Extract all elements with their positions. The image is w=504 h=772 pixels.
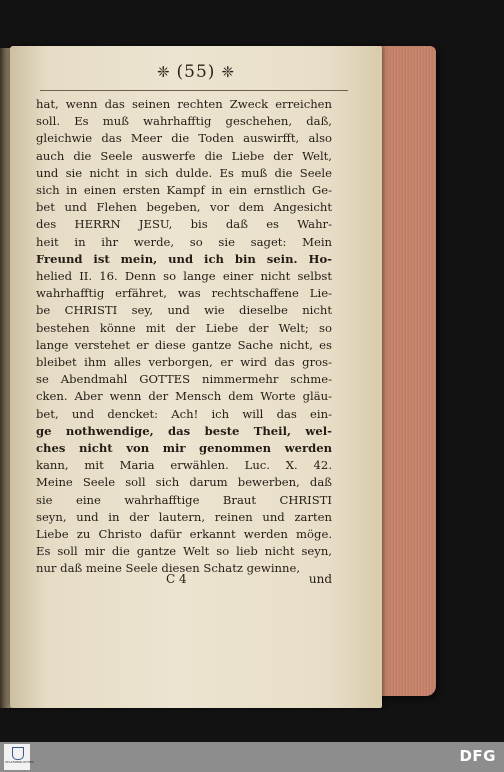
text-line: sie eine wahrhafftige Braut CHRISTI [36, 492, 332, 507]
text-line: soll. Es muß wahrhafftig geschehen, daß, [36, 114, 332, 129]
text-line: gleichwie das Meer die Toden auswirfft, also [36, 131, 332, 146]
text-line: hat, wenn das seinen rechten Zweck erreichen [36, 97, 332, 111]
signature-mark: C 4 [166, 572, 187, 586]
ornament-left-icon: ❈ [156, 63, 171, 81]
text-line: seyn, und in der lautern, reinen und zarten [36, 509, 332, 524]
text-line: be CHRISTI sey, und wie dieselbe nicht [36, 303, 332, 318]
book-page [10, 46, 382, 708]
text-line: des HERRN JESU, bis daß es Wahr- [36, 217, 332, 232]
text-line: Es soll mir die gantze Welt so lieb nicht seyn, [36, 544, 332, 559]
text-line: auch die Seele auswerfe die Liebe der Welt, [36, 148, 332, 163]
text-line: cken. Aber wenn der Mensch dem Worte gläu- [36, 389, 332, 404]
text-line: se Abendmahl GOTTES nimmermehr schme- [36, 372, 332, 387]
text-line: Freund ist mein, und ich bin sein. Ho- [36, 251, 332, 266]
text-line: bleibet ihm alles verborgen, er wird das gros- [36, 355, 332, 370]
text-line: bet und Flehen begeben, vor dem Angesicht [36, 200, 332, 215]
text-line: bet, und dencket: Ach! ich will das ein- [36, 406, 332, 421]
text-line: wahrhafftig erfähret, was rechtschaffene Lie- [36, 286, 332, 301]
text-line: ge nothwendige, das beste Theil, wel- [36, 423, 332, 438]
text-line: Meine Seele soll sich darum bewerben, daß [36, 475, 332, 490]
header-rule [40, 90, 348, 91]
text-line: lange verstehet er diese gantze Sache nicht, es [36, 337, 332, 352]
page-header [10, 62, 382, 82]
text-line: und sie nicht in sich dulde. Es muß die Seele [36, 165, 332, 180]
library-crest-icon [12, 747, 24, 760]
viewer-footer-bar [0, 742, 504, 772]
body-text [36, 96, 332, 578]
text-line: ches nicht von mir genommen werden [36, 441, 332, 456]
text-line: bestehen könne mit der Liebe der Welt; so [36, 320, 332, 335]
text-line: kann, mit Maria erwählen. Luc. X. 42. [36, 458, 332, 473]
page-number: (55) [176, 62, 216, 82]
text-line: nur daß meine Seele diesen Schatz gewinne, [36, 561, 301, 576]
text-line: sich in einen ersten Kampf in ein ernstlich Ge- [36, 183, 332, 198]
library-logo[interactable] [4, 744, 35, 770]
dfg-logo[interactable]: DFG [459, 747, 496, 765]
text-line: Liebe zu Christo dafür erkannt werden möge. [36, 527, 332, 542]
text-line: helied II. 16. Denn so lange einer nicht selbst [36, 269, 332, 284]
page-footer [36, 572, 332, 590]
library-logo-text: STAATSBIBLIOTHEK [5, 760, 35, 764]
ornament-right-icon: ❈ [221, 63, 236, 81]
text-line: heit in ihr werde, so sie saget: Mein [36, 234, 332, 249]
catchword: und [308, 572, 332, 586]
